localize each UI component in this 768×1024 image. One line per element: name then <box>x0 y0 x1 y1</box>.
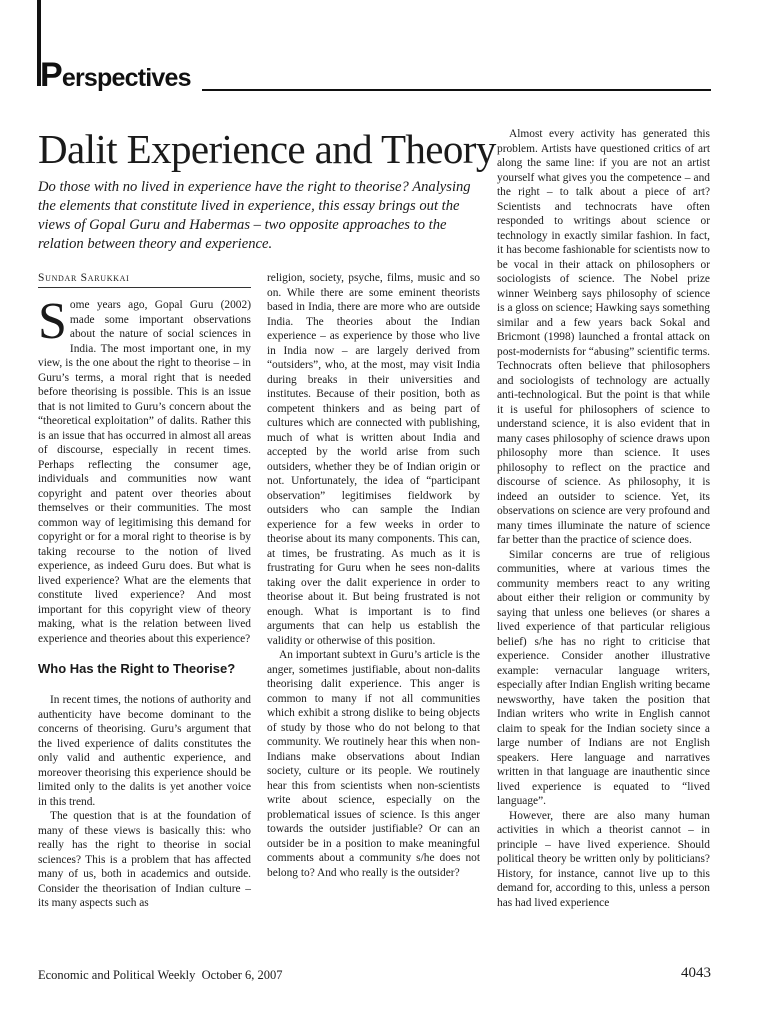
column-3 <box>497 127 710 910</box>
paragraph: In recent times, the notions of authority and authenticity have become dominant to the concerns of theorising. Guru’s argument that the lived experience of dalits constitutes the only valid and authentic experience, and moreover theorising this experience should be limited only to the dalits is yet another voice in this trend. <box>38 694 251 808</box>
subheading: Who Has the Right to Theorise? <box>38 661 236 676</box>
drop-cap: S <box>38 293 67 350</box>
paragraph: The question that is at the foundation of many of these views is basically this: who really has the right to theorise in social sciences? This is a problem that has affected many of us, both in academics and outside. Consider the theorisation of Indian culture – its many aspects such as <box>38 810 251 909</box>
section-horizontal-rule <box>202 89 711 91</box>
footer-date: October 6, 2007 <box>201 968 283 982</box>
author-byline: Sundar Sarukkai <box>38 272 251 288</box>
paragraph <box>38 293 251 646</box>
column-2 <box>267 271 480 880</box>
paragraph-text: ome years ago, Gopal Guru (2002) made some important observations about the nature of social sciences in India. The most important one, in my view, is the one about the right to theorise – in Guru’s terms, a moral right that is needed before theorising is possible. This is an issue that is not limited to Guru’s concern about the “theoretical exploitation” of dalits. Rather this is an issue that has occurred in almost all areas of discourse, especially in recent times. Perhaps reflecting the consumer age, individuals and communities now want copyright and patent over theories about themselves or their communities. The most common way of legitimising this demand for copyright or for a moral right to theorise is by taking recourse to the notion of lived experience, as indeed Guru does. But what is lived experience? What are the elements that constitute lived experience? And most important for this copyright view of theory making, what is the relation between lived experience and theories about this experience? <box>38 299 251 645</box>
section-heading-initial: P <box>40 56 62 94</box>
column-1 <box>38 293 251 911</box>
paragraph: An important subtext in Guru’s article is the anger, sometimes justifiable, about non-dalits theorising dalit experience. This anger is common to many if not all communities which exhibit a strong dislike to being objects of study by those who do not belong to that community. We routinely hear this when non-Indians make observations about Indian society, culture or its people. We routinely hear this from scientists when non-scientists write about science, especially on the problematical issues of science. Is this anger towards the outsider justifiable? Or can an outsider be in a position to make meaningful comments about a community s/he does not belong to? And who really is the outsider? <box>267 649 480 879</box>
footer-publication: Economic and Political Weekly <box>38 968 196 982</box>
section-heading-rest: erspectives <box>61 64 191 92</box>
footer-publication-line <box>38 968 283 983</box>
article-title: Dalit Experience and Theory <box>38 126 496 172</box>
article-standfirst: Do those with no lived in experience have the right to theorise? Analysing the elements that constitute lived in experience, this essay brings out the views of Gopal Guru and Habermas – two opposite approaches to the relation between theory and experience. <box>38 179 471 252</box>
paragraph: However, there are also many human activities in which a theorist cannot – in principle – have lived experience. Should political theory be written only by politicians? History, for instance, cannot live up to this demand for, according to this, unless a person has had lived experience <box>497 809 710 909</box>
paragraph: Similar concerns are true of religious communities, where at various times the community members react to any writing about either their religion or community by saying that unless one believes (or shares a lived experience of that particular religious belief) s/he has no right to criticise that experience. Consider another illustrative example: vernacular language writers, especially after Indian English writing became newsworthy, have taken the position that Indian writers who write in English cannot claim to speak for the Indian society since a large number of Indians are not English speakers. Here language and narratives written in that language are inauthentic since lived experience is equated to “lived language”. <box>497 548 710 807</box>
paragraph: religion, society, psyche, films, music and so on. While there are some eminent theorists based in India, there are more who are outside India. The theories about the Indian experience – as experience by those who live in India now – are largely derived from “outsiders”, who, at the most, may visit India during breaks in their universities and institutes. Because of their position, both as competent thinkers and as being part of cultures which are connected with publishing, much of what is written about India and accepted by the world arise from such outsiders, whether they be of Indian origin or not. Unfortunately, the idea of “participant observation” legitimises fieldwork by outsiders who can sample the Indian experience for a few weeks in order to theorise about its many components. This can, at times, be frustrating. As much as it is frustrating for Guru when he sees non-dalits taking over the dalit experience in order to theorise about it. But being frustrated is not enough. What is important is to find arguments that can help us establish the validity or otherwise of this position. <box>267 272 480 647</box>
page-number: 4043 <box>681 965 711 981</box>
section-heading <box>40 56 191 95</box>
paragraph: Almost every activity has generated this problem. Artists have questioned critics of art along the same line: if you are not an artist yourself what gives you the competence – and the right – to talk about a piece of art? Scientists and technocrats have often responded to writings about science or technology in exactly similar fashion. In fact, it has become fashionable for scientists now to be vocal in their attack on philosophers or sociologists of science. The Nobel prize winner Weinberg says philosophy of science is a gloss on science; Hawking says something similar and a few years back Sokal and Bricmont (1998) launched a frontal attack on post-modernists for “abusing” scientific terms. Technocrats often believe that philosophers and sociologists of technology are actually anti-technological. But the point is that while it is useful for philosophers of science to understand science, it is also evident that in many cases philosophy of science draws upon philosophy more than science. It uses philosophy to reflect on the practice and discourse of science. As philosophy, it is indeed an outsider to science. Yet, its observations on science are very profound and many times illuminate the nature of science far better than the practice of science does. <box>497 128 710 546</box>
